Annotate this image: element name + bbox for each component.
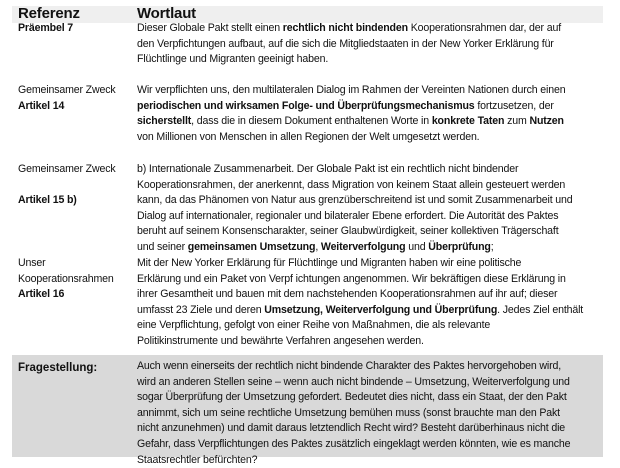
text-segment: und seiner — [137, 240, 188, 253]
wording-line — [137, 209, 607, 225]
wording-line — [137, 162, 607, 178]
reference-article: Artikel 15 b) — [18, 194, 77, 207]
question-text — [137, 359, 602, 468]
text-segment: b) Internationale Zusammenarbeit. Der Globale Pakt ist ein rechtlich nicht bindender — [137, 163, 519, 175]
text-segment: und — [405, 240, 429, 253]
wording-line — [137, 130, 607, 146]
wording-line — [137, 178, 607, 194]
wording-cell — [137, 256, 607, 350]
header-wortlaut: Wortlaut — [137, 5, 196, 22]
text-segment: eine Verpflichtung, gefolgt von einer Reihe von Maßnahmen, die als relevante — [137, 319, 491, 332]
text-segment: den Verpfichtungen aufbaut, auf die sich die Mitgliedstaaten in der New Yorker Erklärung für — [137, 37, 554, 50]
wording-line — [137, 193, 607, 209]
text-segment: Erklärung und ein Paket von Verpf ichtungen angenommen. Wir bekräftigen diese Erklärung in — [137, 272, 566, 285]
reference-article: Artikel 14 — [18, 99, 65, 112]
reference-cell — [18, 83, 116, 114]
text-segment: Flüchtlinge und Migranten geeinigt haben. — [137, 53, 329, 66]
question-line: Auch wenn einerseits der rechtlich nicht bindende Charakter des Paktes hervorgehoben wird, — [137, 360, 562, 372]
wording-line — [137, 114, 607, 130]
question-label: Fragestellung: — [18, 362, 98, 374]
bold-text: gemeinsamen Umsetzung — [187, 240, 316, 253]
text-segment: , dass die in diesem Dokument enthaltenen Worte in — [191, 115, 432, 128]
question-line: Staatsrechtler befürchten? — [137, 453, 258, 466]
text-segment: kann, da das Phänomen von Natur aus grenzüberschreitend ist und somit Zusammenarbeit und — [137, 194, 573, 207]
text-segment: , — [315, 240, 321, 253]
reference-cell — [18, 162, 116, 209]
reference-section: Gemeinsamer Zweck — [18, 163, 116, 175]
reference-cell — [18, 256, 114, 303]
bold-text: Überprüfung — [428, 240, 491, 253]
wording-line — [137, 21, 607, 37]
text-segment: ; — [490, 240, 494, 253]
question-line: wird an anderen Stellen seine – wenn auch nicht bindende – Umsetzung, Weiterverfolgung und — [137, 375, 570, 388]
wording-line — [137, 318, 607, 334]
text-segment: Kooperationsrahmen dar, der auf — [407, 22, 561, 34]
reference-article: Präembel 7 — [18, 22, 74, 34]
wording-line — [137, 287, 607, 303]
text-segment: Kooperationsrahmen, der anerkennt, dass Migration von keinem Staat allein gesteuert werden — [137, 178, 566, 191]
bold-text: Umsetzung, Weiterverfolgung und Überprüfung — [264, 303, 498, 316]
wording-line — [137, 224, 607, 240]
wording-line — [137, 303, 607, 319]
text-segment: Wir verpflichten uns, den multilateralen Dialog im Rahmen der Vereinten Nationen durch einen — [137, 84, 566, 96]
wording-line — [137, 334, 607, 350]
text-segment: von Millionen von Menschen in allen Regionen der Welt umgesetzt werden. — [137, 130, 480, 143]
wording-line — [137, 256, 607, 272]
text-segment: . Jedes Ziel enthält — [497, 303, 584, 316]
question-line: nicht anzunehmen) und damit daraus letztendlich Recht wird? Besteht darüberhinaus nicht die — [137, 422, 566, 435]
text-segment: Dialog auf internationaler, regionaler und bilateraler Ebene erfordert. Die Autorität des Paktes — [137, 209, 559, 222]
text-segment: Mit der New Yorker Erklärung für Flüchtlinge und Migranten haben wir eine politische — [137, 257, 522, 269]
wording-line — [137, 52, 607, 68]
wording-cell — [137, 21, 607, 68]
question-line: Gefahr, dass Verpflichtungen des Paktes zusätzlich eingeklagt werden könnten, wie es manche — [137, 437, 571, 450]
wording-line — [137, 99, 607, 115]
reference-cell — [18, 21, 73, 37]
wording-line — [137, 240, 607, 256]
text-segment: Dieser Globale Pakt stellt einen — [137, 22, 283, 34]
bold-text: periodischen und wirksamen Folge- und Überprüfungsmechanismus — [137, 99, 475, 112]
question-line: annimmt, sich um seine rechtliche Umsetzung bemühen muss (sonst brauchte man den Pakt — [137, 406, 560, 419]
reference-article: Artikel 16 — [18, 288, 65, 301]
bold-text: rechtlich nicht bindenden — [282, 22, 408, 34]
reference-section: Unser — [18, 257, 46, 269]
text-segment: umfasst 23 Ziele und deren — [137, 303, 265, 316]
header-referenz: Referenz — [18, 5, 80, 22]
reference-section: Gemeinsamer Zweck — [18, 84, 116, 96]
bold-text: Weiterverfolgung — [320, 240, 406, 253]
text-segment: ihrer Gesamtheit und bauen mit dem nachstehenden Kooperationsrahmen auf ihr auf; dieser — [137, 288, 558, 301]
text-segment: zum — [504, 115, 530, 128]
text-segment: beruht auf seinem Konsenscharakter, seiner Glaubwürdigkeit, seiner kollektiven Trägerschaft — [137, 225, 559, 238]
bold-text: sicherstellt — [137, 115, 192, 128]
text-segment: fortzusetzen, der — [474, 99, 554, 112]
question-line: sogar Überprüfung der Umsetzung gefordert. Bedeutet dies nicht, dass ein Staat, der den Pakt — [137, 391, 567, 404]
bold-text: Nutzen — [529, 115, 564, 128]
wording-line — [137, 37, 607, 53]
wording-cell — [137, 83, 607, 145]
reference-section: Kooperationsrahmen — [18, 272, 114, 285]
bold-text: konkrete Taten — [431, 115, 505, 128]
wording-line — [137, 272, 607, 288]
text-segment: Politikinstrumente und bewährte Verfahren angesehen werden. — [137, 334, 424, 347]
wording-cell — [137, 162, 607, 256]
wording-line — [137, 83, 607, 99]
